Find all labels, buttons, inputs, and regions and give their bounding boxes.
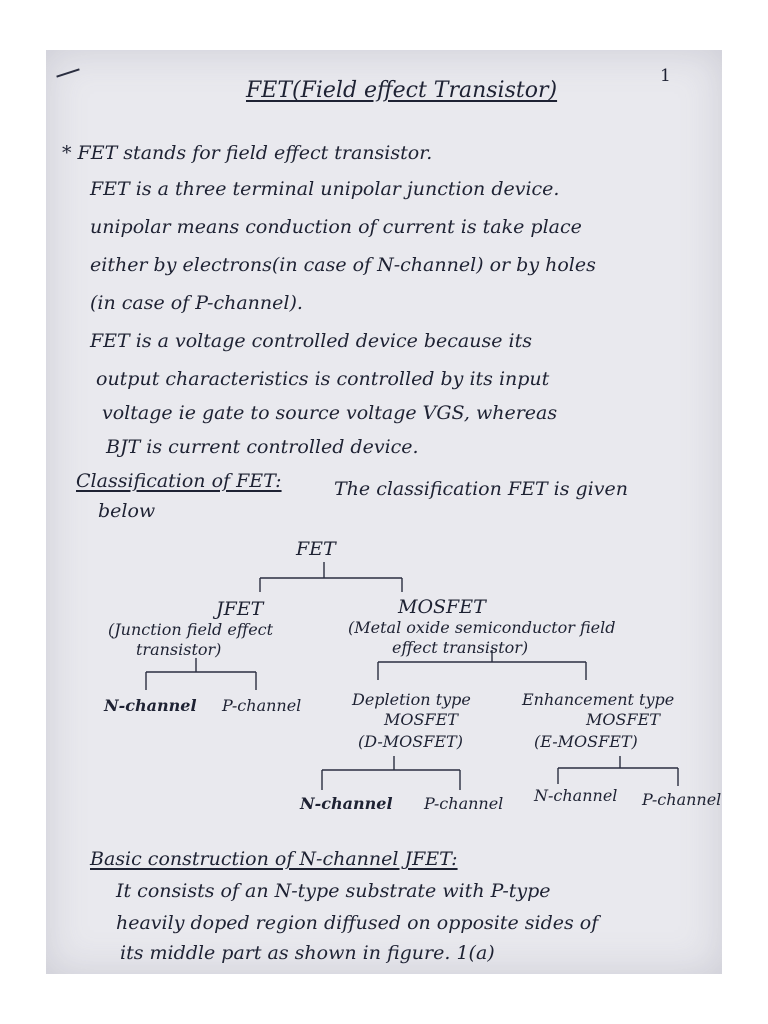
tree-node-e-p-channel: P-channel xyxy=(642,790,722,809)
tree-node-jfet: JFET xyxy=(216,598,264,620)
text-line: unipolar means conduction of current is take place xyxy=(90,216,582,238)
text-line: output characteristics is controlled by its input xyxy=(96,368,550,390)
bullet-line: * FET stands for field effect transistor. xyxy=(62,142,433,164)
tree-node-jfet-desc: transistor) xyxy=(136,640,222,659)
text-line: heavily doped region diffused on opposite sides of xyxy=(116,912,599,934)
tree-node-enhancement: (E-MOSFET) xyxy=(534,732,638,751)
tree-node-jfet-desc: (Junction field effect xyxy=(108,620,274,639)
text-line: FET is a three terminal unipolar junction device. xyxy=(90,178,560,200)
text-line: BJT is current controlled device. xyxy=(106,436,419,458)
tree-node-mosfet: MOSFET xyxy=(398,596,486,618)
tree-root-fet: FET xyxy=(296,538,336,560)
tree-node-depletion: (D-MOSFET) xyxy=(358,732,463,751)
tree-node-d-n-channel: N-channel xyxy=(300,794,393,813)
notebook-page xyxy=(46,50,722,974)
classification-heading: Classification of FET: xyxy=(76,470,282,492)
tree-node-mosfet-desc: (Metal oxide semiconductor field xyxy=(348,618,616,637)
classification-text: The classification FET is given xyxy=(334,478,628,500)
tree-node-enhancement: MOSFET xyxy=(586,710,660,729)
tree-node-depletion: MOSFET xyxy=(384,710,458,729)
tree-node-mosfet-desc: effect transistor) xyxy=(392,638,529,657)
tree-node-jfet-n-channel: N-channel xyxy=(104,696,197,715)
text-line: either by electrons(in case of N-channel) or by holes xyxy=(90,254,596,276)
tree-node-d-p-channel: P-channel xyxy=(424,794,504,813)
page-title: FET(Field effect Transistor) xyxy=(246,78,558,103)
margin-tick-mark xyxy=(56,68,79,77)
text-line: (in case of P-channel). xyxy=(90,292,303,314)
construction-heading: Basic construction of N-channel JFET: xyxy=(90,848,458,870)
classification-text-cont: below xyxy=(98,500,156,522)
text-line: its middle part as shown in figure. 1(a) xyxy=(120,942,495,964)
text-line: voltage ie gate to source voltage VGS, whereas xyxy=(102,402,558,424)
tree-node-enhancement: Enhancement type xyxy=(522,690,675,709)
page-number: 1 xyxy=(660,66,671,86)
text-line: FET is a voltage controlled device because its xyxy=(90,330,532,352)
text-line: It consists of an N-type substrate with P-type xyxy=(116,880,551,902)
tree-node-depletion: Depletion type xyxy=(352,690,471,709)
tree-node-jfet-p-channel: P-channel xyxy=(222,696,302,715)
tree-node-e-n-channel: N-channel xyxy=(534,786,618,805)
